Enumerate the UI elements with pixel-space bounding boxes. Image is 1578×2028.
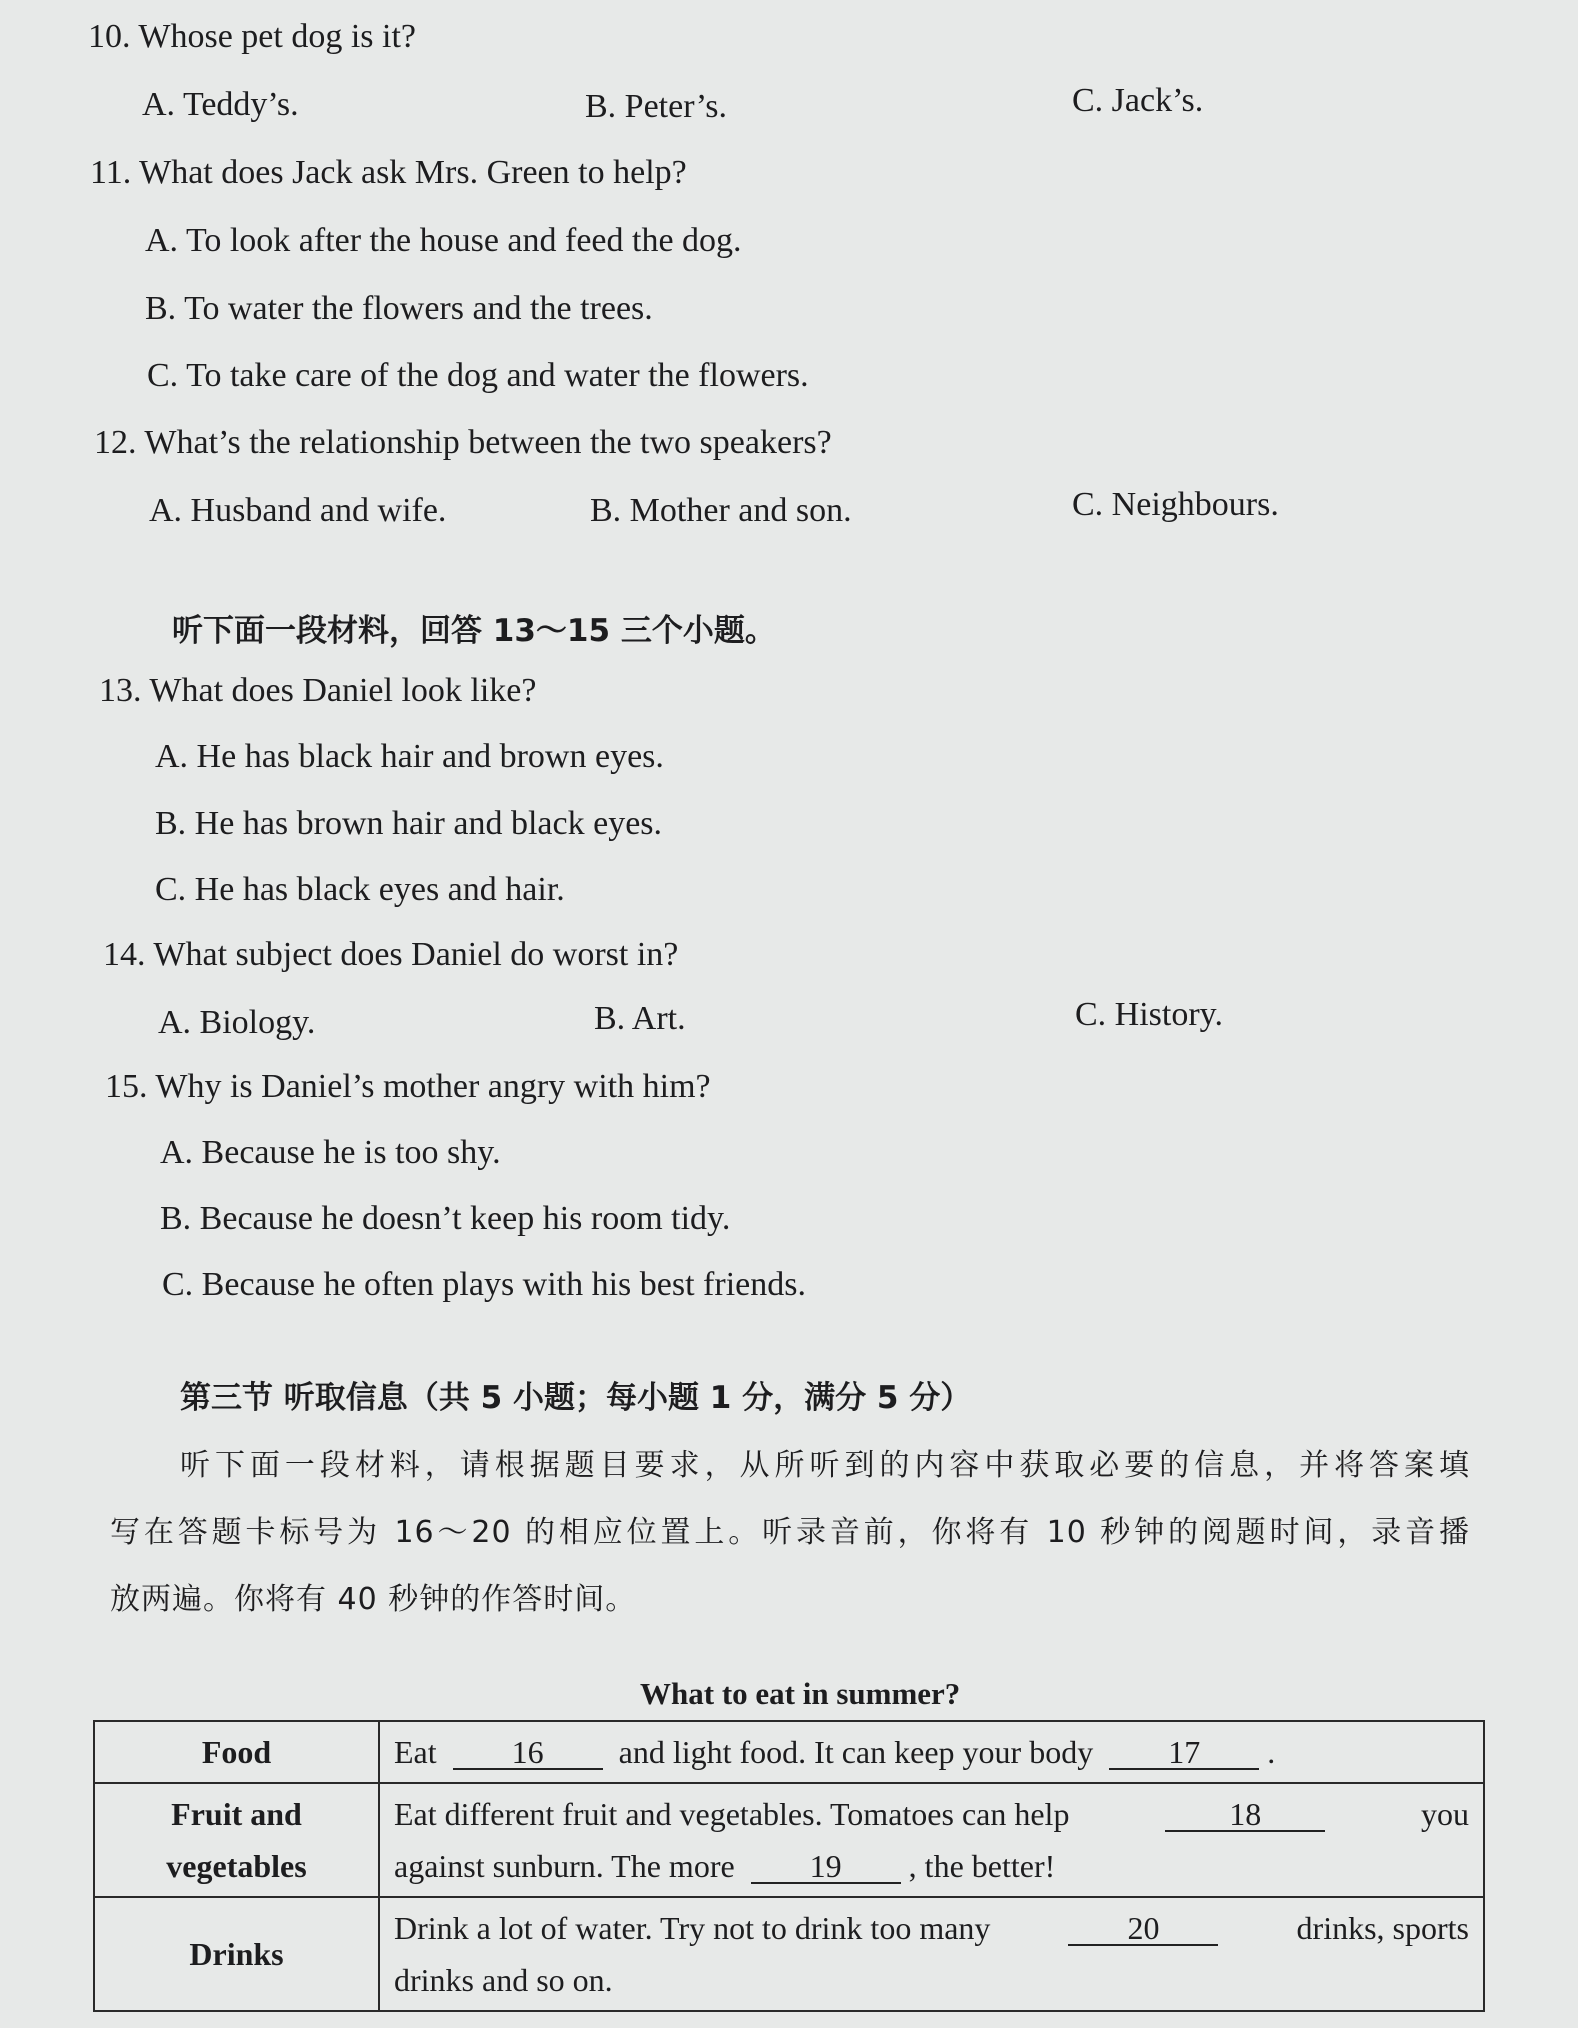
question-12-option-a: A. Husband and wife. xyxy=(149,492,447,529)
drinks-text-1: Drink a lot of water. Try not to drink too many xyxy=(394,1910,991,1946)
fruit-line-1 xyxy=(394,1788,1469,1840)
table-row-fruit-vegetables xyxy=(94,1783,1484,1897)
table-row-drinks xyxy=(94,1897,1484,2011)
food-text-2: and light food. It can keep your body xyxy=(618,1734,1094,1770)
answer-blank-20[interactable]: 20 xyxy=(1068,1912,1218,1946)
question-15-stem: 15. Why is Daniel’s mother angry with him? xyxy=(105,1068,711,1105)
fruit-label-line-1: Fruit and xyxy=(171,1796,302,1832)
question-13-stem: 13. What does Daniel look like? xyxy=(99,672,537,709)
drinks-text-2: drinks, sports xyxy=(1296,1910,1469,1946)
row-label-food: Food xyxy=(94,1721,379,1783)
question-13-option-a: A. He has black hair and brown eyes. xyxy=(155,738,664,775)
question-10-option-c: C. Jack’s. xyxy=(1072,82,1204,119)
answer-blank-17[interactable]: 17 xyxy=(1109,1736,1259,1770)
question-11-stem: 11. What does Jack ask Mrs. Green to help? xyxy=(90,154,687,191)
section-3-paragraph-line-1: 听下面一段材料，请根据题目要求，从所听到的内容中获取必要的信息，并将答案填 xyxy=(180,1448,1470,1483)
info-table xyxy=(93,1720,1485,2012)
fruit-text-2: you xyxy=(1421,1796,1469,1832)
food-text-3: . xyxy=(1267,1734,1276,1770)
question-13-option-c: C. He has black eyes and hair. xyxy=(155,871,565,908)
table-title: What to eat in summer? xyxy=(640,1676,961,1711)
question-15-option-b: B. Because he doesn’t keep his room tidy. xyxy=(160,1200,731,1237)
question-11-option-c: C. To take care of the dog and water the flowers. xyxy=(147,357,809,394)
fruit-text-1: Eat different fruit and vegetables. Tomatoes can help xyxy=(394,1796,1070,1832)
table-row-food xyxy=(94,1721,1484,1783)
question-12-option-c: C. Neighbours. xyxy=(1072,486,1279,523)
answer-blank-19[interactable]: 19 xyxy=(751,1850,901,1884)
question-15-option-a: A. Because he is too shy. xyxy=(160,1134,501,1171)
fruit-line-2 xyxy=(394,1840,1469,1892)
fruit-text-3: against sunburn. The more xyxy=(394,1848,735,1884)
drinks-line-1 xyxy=(394,1902,1469,1954)
row-content-fruit-vegetables xyxy=(379,1783,1484,1897)
drinks-text-3: drinks and so on. xyxy=(394,1962,613,1998)
question-10-stem: 10. Whose pet dog is it? xyxy=(88,18,416,55)
section-3-paragraph-line-3: 放两遍。你将有 40 秒钟的作答时间。 xyxy=(110,1582,637,1617)
row-content-food xyxy=(379,1721,1484,1783)
question-11-option-a: A. To look after the house and feed the dog. xyxy=(145,222,742,259)
question-12-stem: 12. What’s the relationship between the two speakers? xyxy=(94,424,832,461)
answer-blank-18[interactable]: 18 xyxy=(1165,1798,1325,1832)
row-label-drinks: Drinks xyxy=(94,1897,379,2011)
question-12-option-b: B. Mother and son. xyxy=(590,492,852,529)
fruit-label-line-2: vegetables xyxy=(166,1848,307,1884)
question-10-option-b: B. Peter’s. xyxy=(585,88,727,125)
question-14-stem: 14. What subject does Daniel do worst in? xyxy=(103,936,679,973)
question-15-option-c: C. Because he often plays with his best friends. xyxy=(162,1266,806,1303)
row-label-fruit-vegetables xyxy=(94,1783,379,1897)
section-3-heading: 第三节 听取信息（共 5 小题；每小题 1 分，满分 5 分） xyxy=(180,1380,972,1416)
food-text-1: Eat xyxy=(394,1734,437,1770)
question-13-option-b: B. He has brown hair and black eyes. xyxy=(155,805,663,842)
row-content-drinks xyxy=(379,1897,1484,2011)
instruction-13-15: 听下面一段材料，回答 13～15 三个小题。 xyxy=(172,613,776,649)
question-14-option-c: C. History. xyxy=(1075,996,1223,1033)
section-3-paragraph-line-2: 写在答题卡标号为 16～20 的相应位置上。听录音前，你将有 10 秒钟的阅题时间，录音播 xyxy=(110,1515,1470,1550)
answer-blank-16[interactable]: 16 xyxy=(453,1736,603,1770)
question-11-option-b: B. To water the flowers and the trees. xyxy=(145,290,653,327)
question-14-option-a: A. Biology. xyxy=(158,1004,316,1041)
question-10-option-a: A. Teddy’s. xyxy=(142,86,299,123)
question-14-option-b: B. Art. xyxy=(594,1000,686,1037)
fruit-text-4: , the better! xyxy=(908,1848,1056,1884)
